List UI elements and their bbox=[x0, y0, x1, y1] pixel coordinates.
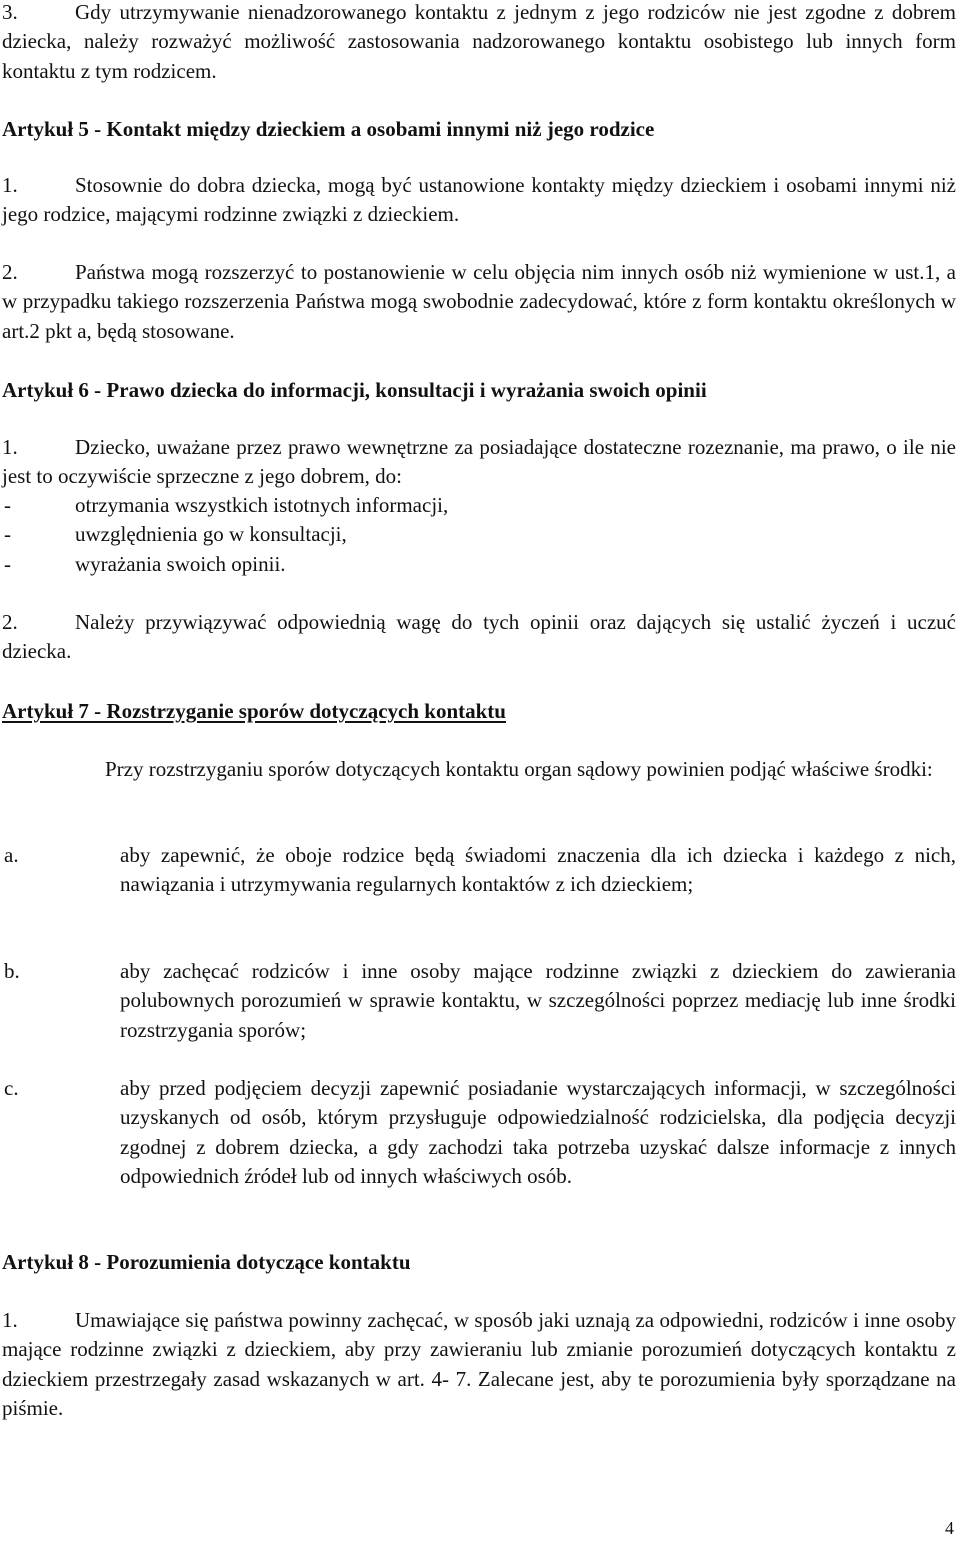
list-item-text: otrzymania wszystkich istotnych informacji, bbox=[75, 493, 449, 517]
article-7-point-c bbox=[2, 1074, 956, 1191]
paragraph-number: 2. bbox=[2, 610, 18, 634]
paragraph-3 bbox=[2, 0, 956, 86]
paragraph-text: Dziecko, uważane przez prawo wewnętrzne za posiadające dostateczne rozeznanie, ma prawo, o ile nie jest to oczywiście sprzeczne z jego dobrem, do: bbox=[2, 435, 956, 489]
paragraph-text: Należy przywiązywać odpowiednią wagę do tych opinii oraz dających się ustalić życzeń i uczuć dziecka. bbox=[2, 610, 956, 664]
point-text: aby przed podjęciem decyzji zapewnić posiadanie wystarczających informacji, w szczególności uzyskanych od osób, którym przysługuje odpowiedzialność rodzicielska, dla podjęcia decyzji zgodnej z dobrem dziecka, a gdy zachodzi taka potrzeba uzyskać dalsze informacje z innych odpowiednich źródeł lub od innych właściwych osób. bbox=[120, 1076, 956, 1188]
list-item bbox=[2, 520, 956, 549]
list-item bbox=[2, 491, 956, 520]
paragraph-text: Umawiające się państwa powinny zachęcać, w sposób jaki uznają za odpowiedni, rodziców i inne osoby mające rodzinne związki z dzieckiem, aby przy zawieraniu lub zmianie porozumień dotyczących kontaktu z dzieckiem przestrzegały zasad wskazanych w art. 4- 7. Zalecane jest, aby te porozumienia były sporządzane na piśmie. bbox=[2, 1308, 956, 1420]
article-6-list bbox=[2, 491, 956, 579]
list-dash: - bbox=[4, 493, 11, 517]
article-8-paragraph-1 bbox=[2, 1306, 956, 1423]
list-item bbox=[2, 550, 956, 579]
paragraph-number: 3. bbox=[2, 0, 18, 24]
point-letter: c. bbox=[4, 1076, 19, 1100]
paragraph-text: Państwa mogą rozszerzyć to postanowienie w celu objęcia nim innych osób niż wymienione w ust.1, a w przypadku takiego rozszerzenia Państwa mogą swobodnie zadecydować, które z form kontaktu określonych w art.2 pkt a, będą stosowane. bbox=[2, 260, 956, 343]
paragraph-text: Gdy utrzymywanie nienadzorowanego kontaktu z jednym z jego rodziców nie jest zgodne z dobrem dziecka, należy rozważyć możliwość zastosowania nadzorowanego kontaktu osobistego lub innych form kontaktu z tym rodzicem. bbox=[2, 0, 956, 83]
article-7-heading: Artykuł 7 - Rozstrzyganie sporów dotyczących kontaktu bbox=[2, 699, 506, 723]
article-7-intro: Przy rozstrzyganiu sporów dotyczących kontaktu organ sądowy powinien podjąć właściwe środki: bbox=[105, 757, 933, 781]
point-text: aby zapewnić, że oboje rodzice będą świadomi znaczenia dla ich dziecka i każdego z nich, nawiązania i utrzymywania regularnych kontaktów z ich dzieckiem; bbox=[120, 843, 956, 897]
article-6-heading: Artykuł 6 - Prawo dziecka do informacji, konsultacji i wyrażania swoich opinii bbox=[2, 378, 707, 402]
article-7-point-b bbox=[2, 957, 956, 1045]
list-item-text: uwzględnienia go w konsultacji, bbox=[75, 522, 347, 547]
paragraph-number: 1. bbox=[2, 435, 18, 459]
paragraph-number: 1. bbox=[2, 1308, 18, 1332]
article-7-point-a bbox=[2, 841, 956, 900]
list-dash: - bbox=[4, 522, 11, 547]
point-letter: b. bbox=[4, 959, 20, 983]
point-text: aby zachęcać rodziców i inne osoby mające rodzinne związki z dzieckiem do zawierania polubownych porozumień w sprawie kontaktu, w szczególności poprzez mediację lub inne środki rozstrzygania sporów; bbox=[120, 959, 956, 1042]
article-6-paragraph-2 bbox=[2, 608, 956, 667]
article-5-paragraph-2 bbox=[2, 258, 956, 346]
article-6-paragraph-1 bbox=[2, 433, 956, 492]
paragraph-number: 1. bbox=[2, 173, 18, 197]
list-item-text: wyrażania swoich opinii. bbox=[75, 551, 286, 576]
article-5-heading: Artykuł 5 - Kontakt między dzieckiem a osobami innymi niż jego rodzice bbox=[2, 117, 655, 141]
page-number: 4 bbox=[945, 1518, 954, 1538]
paragraph-number: 2. bbox=[2, 260, 18, 284]
article-8-heading: Artykuł 8 - Porozumienia dotyczące kontaktu bbox=[2, 1250, 411, 1274]
article-5-paragraph-1 bbox=[2, 171, 956, 230]
paragraph-text: Stosownie do dobra dziecka, mogą być ustanowione kontakty między dzieckiem i osobami innymi niż jego rodzice, mającymi rodzinne związki z dzieckiem. bbox=[2, 173, 956, 227]
list-dash: - bbox=[4, 551, 11, 576]
point-letter: a. bbox=[4, 843, 19, 867]
